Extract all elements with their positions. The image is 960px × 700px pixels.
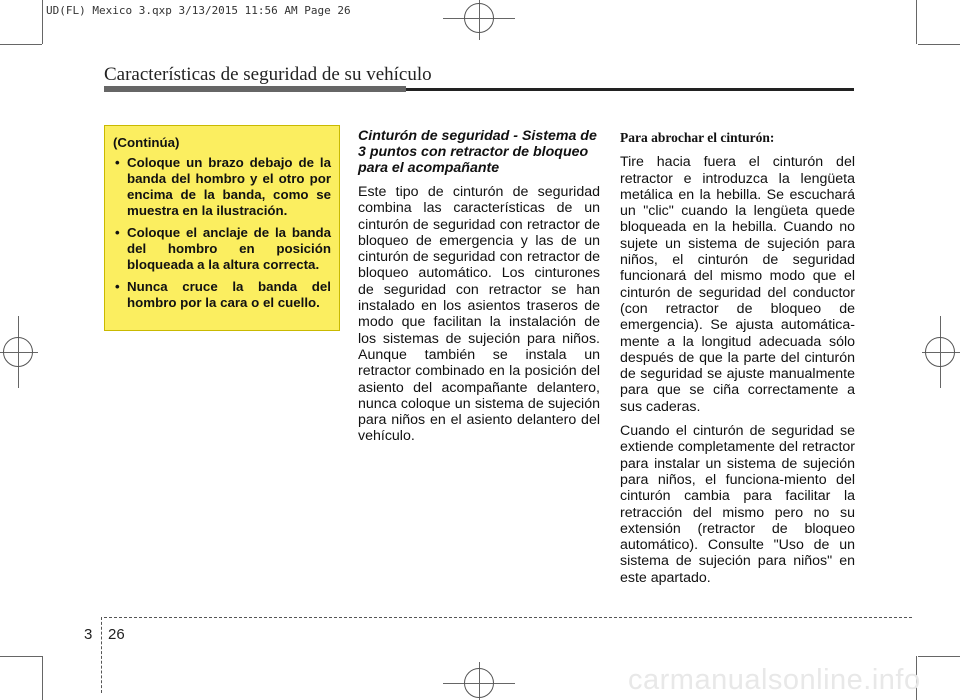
header-accent-bar xyxy=(104,86,406,92)
section-title: Cinturón de seguridad - Sistema de 3 puntos con retractor de bloqueo para el acompañante xyxy=(358,128,597,176)
fasten-paragraph: Tire hacia fuera el cinturón del retractor e introduzca la lengüeta metálica en la hebilla. Se escuchará un "clic" cuando la lengüeta quede bloqueada en la hebilla. Cuando no sujete un sistema de sujeción para niños, el cinturón de seguridad funcionará del mismo modo que el cinturón de seguridad del conductor (con retractor de bloqueo de emergencia). Se ajusta automática-mente a la longitud adecuada sólo después de que la parte del cinturón de seguridad se ajuste manualmente para que se ciña correctamente a sus caderas. xyxy=(620,154,855,415)
chapter-header-title: Características de seguridad de su vehículo xyxy=(104,64,432,85)
warning-item xyxy=(113,279,331,311)
warning-item-text: Nunca cruce la banda del hombro por la cara o el cuello. xyxy=(127,279,331,310)
fasten-paragraph: Cuando el cinturón de seguridad se extiende completamente del retractor para instalar un sistema de sujeción para niños, el funciona-miento del cinturón cambia para facilitar la retracción del mismo pero no su extensión (retractor de bloqueo automático). Consulte "Uso de un sistema de sujeción para niños" en este apartado. xyxy=(620,423,855,586)
fasten-title: Para abrochar el cinturón: xyxy=(620,130,775,145)
fasten-column xyxy=(620,130,855,594)
warning-item xyxy=(113,155,331,219)
bullet-icon: • xyxy=(115,155,120,170)
warning-item xyxy=(113,225,331,273)
warning-continued-label: (Continúa) xyxy=(113,135,180,150)
warning-list xyxy=(113,155,331,311)
watermark-text: carmanualsonline.info xyxy=(628,664,921,696)
warning-item-text: Coloque el anclaje de la banda del hombro en posición bloqueada a la altura correcta. xyxy=(127,225,331,272)
footer-rule xyxy=(104,617,912,618)
page-number: 26 xyxy=(108,626,125,643)
section-body: Este tipo de cinturón de seguridad combina las características de un cinturón de seguridad con retractor de bloqueo de emergencia y las de un cinturón de seguridad con retractor de bloqueo automático. Los cinturones de seguridad con retractor se han instalado en los asientos traseros de modo que facilitan la instalación de los sistemas de sujeción para niños. Aunque también se instala un retractor combinado en la posición del asiento del acompañante delantero, nunca coloque un sistema de sujeción para niños en el asiento delantero del vehículo. xyxy=(358,184,600,445)
bullet-icon: • xyxy=(115,279,120,294)
chapter-number: 3 xyxy=(84,626,93,643)
footer-divider xyxy=(101,617,102,693)
print-slug: UD(FL) Mexico 3.qxp 3/13/2015 11:56 AM Page 26 xyxy=(46,4,351,17)
warning-box xyxy=(104,125,340,331)
bullet-icon: • xyxy=(115,225,120,240)
section-column xyxy=(358,128,600,453)
warning-item-text: Coloque un brazo debajo de la banda del hombro y el otro por encima de la banda, como se muestra en la ilustración. xyxy=(127,155,331,218)
